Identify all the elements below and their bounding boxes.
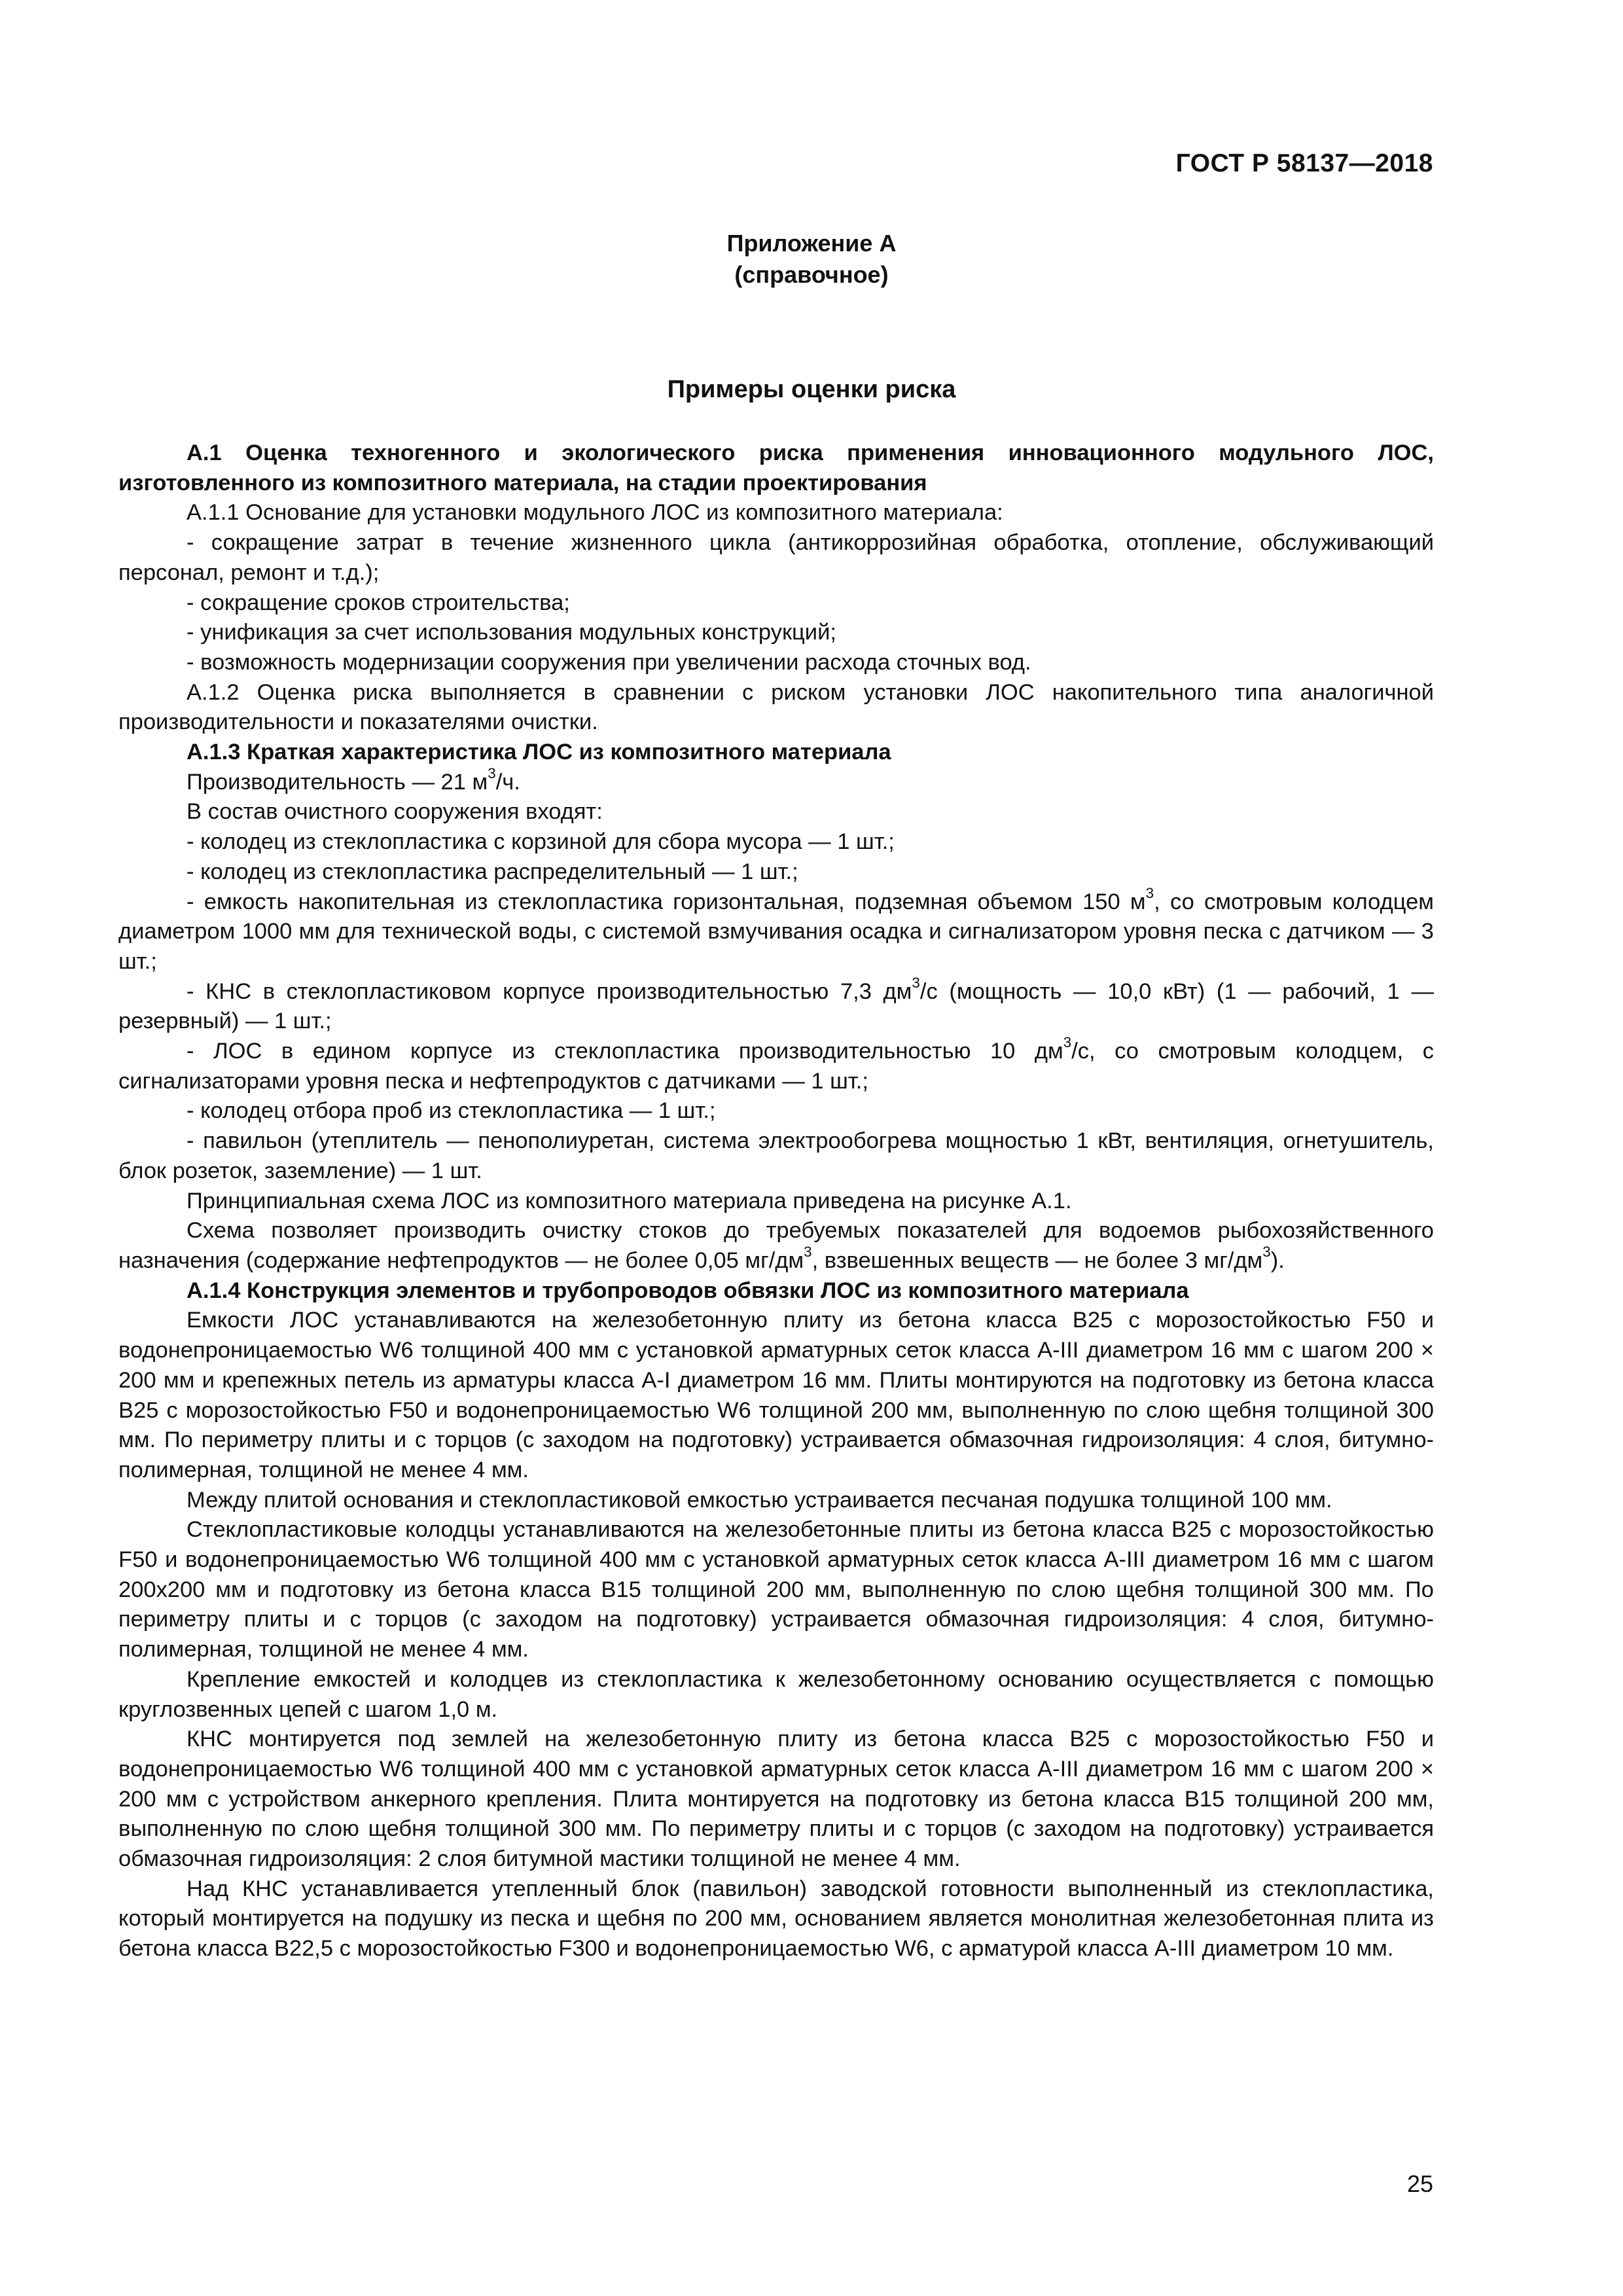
- list-item: - емкость накопительная из стеклопластика горизонтальная, подземная объемом 150 $м^3$, со смотровым колодцем диаметром 1000 мм для технической воды, с системой взмучивания осадка и сигнализатором уровня песка с датчиком — 3 шт.;: [118, 884, 1435, 974]
- clause-a1-2: А.1.2 Оценка риска выполняется в сравнении с риском установки ЛОС накопительного типа аналогичной производительности и показателями очистки.: [118, 679, 1434, 735]
- clause-a1-3-heading: А.1.3 Краткая характеристика ЛОС из композитного материала: [187, 740, 891, 765]
- list-item: - сокращение затрат в течение жизненного цикла (антикоррозийная обработка, отопление, обслуживающий персонал, ремонт и т.д.);: [118, 530, 1434, 585]
- paragraph: Над КНС устанавливается утепленный блок (павильон) заводской готовности выполненный из стеклопластика, который монтируется на подушку из песка и щебня по 200 мм, основанием является монолитная железобетонная плита из бетона класса В22,5 с морозостойкостью F300 и водонепроницаемостью W6, с арматурой класса А-III диаметром 10 мм.: [118, 1876, 1434, 1962]
- page-number: 25: [1406, 2170, 1433, 2197]
- list-item: - унификация за счет использования модульных конструкций;: [187, 620, 836, 645]
- clause-a1-heading: А.1 Оценка техногенного и экологического риска применения инновационного модульного ЛОС, изготовленного из композитного материала, на стадии проектирования: [118, 440, 1434, 495]
- list-item: - колодец из стеклопластика с корзиной для сбора мусора — 1 шт.;: [187, 829, 895, 855]
- list-item: - ЛОС в едином корпусе из стеклопластика производительностью 10 $дм^3/с$, со смотровым колодцем, с сигнализаторами уровня песка и нефтепродуктов с датчиками — 1 шт.;: [118, 1034, 1434, 1094]
- standard-designation: ГОСТ Р 58137—2018: [1175, 149, 1433, 177]
- list-item: - павильон (утеплитель — пенополиуретан, система электрообогрева мощностью 1 кВт, вентиляция, огнетушитель, блок розеток, заземление) — 1 шт.: [118, 1128, 1434, 1183]
- clause-a1-1: А.1.1 Основание для установки модульного ЛОС из композитного материала:: [187, 500, 1003, 526]
- paragraph: Крепление емкостей и колодцев из стеклопластика к железобетонному основанию осуществляется с помощью круглозвенных цепей с шагом 1,0 м.: [118, 1666, 1434, 1722]
- appendix-heading: [0, 228, 1623, 291]
- paragraph: Стеклопластиковые колодцы устанавливаются на железобетонные плиты из бетона класса В25 с морозостойкостью F50 и водонепроницаемостью W6 толщиной 400 мм с установкой арматурных сеток класса А-III диаметром 16 мм с шагом 200х200 мм и подготовку из бетона класса В15 толщиной 200 мм, выполненную по слою щебня толщиной 300 мм. По периметру плиты и с торцов (с заходом на подготовку) устраивается обмазочная гидроизоляция: 4 слоя, битумно-полимерная, толщиной не менее 4 мм.: [118, 1517, 1434, 1662]
- paragraph: Схема позволяет производить очистку стоков до требуемых показателей для водоемов рыбохозяйственного назначения (содержание нефтепродуктов — не более 0,05 $мг/дм^3$, взвешенных веществ — не более 3 $мг/дм^3$).: [118, 1218, 1434, 1273]
- list-item: - колодец из стеклопластика распределительный — 1 шт.;: [187, 859, 798, 884]
- paragraph: Принципиальная схема ЛОС из композитного материала приведена на рисунке А.1.: [187, 1188, 1072, 1213]
- paragraph: КНС монтируется под землей на железобетонную плиту из бетона класса В25 с морозостойкостью F50 и водонепроницаемостью W6 толщиной 400 мм с установкой арматурных сеток класса А-III диаметром 16 мм с шагом 200 × 200 мм с устройством анкерного крепления. Плита монтируется на подготовку из бетона класса В15 толщиной 200 мм, выполненную по слою щебня толщиной 300 мм. По периметру плиты и с торцов (с заходом на подготовку) устраивается обмазочная гидроизоляция: 2 слоя битумной мастики толщиной не менее 4 мм.: [118, 1727, 1434, 1872]
- list-item: - КНС в стеклопластиковом корпусе производительностью 7,3 $дм^3/с$ (мощность — 10,0 кВт) (1 — рабочий, 1 — резервный) — 1 шт.;: [118, 974, 1434, 1034]
- appendix-type: (справочное): [734, 261, 889, 288]
- list-item: - сокращение сроков строительства;: [187, 590, 570, 615]
- list-item: - возможность модернизации сооружения при увеличении расхода сточных вод.: [187, 649, 1031, 675]
- document-body: [118, 439, 1434, 1964]
- paragraph: Между плитой основания и стеклопластиковой емкостью устраивается песчаная подушка толщиной 100 мм.: [187, 1487, 1332, 1513]
- paragraph: Емкости ЛОС устанавливаются на железобетонную плиту из бетона класса В25 с морозостойкостью F50 и водонепроницаемостью W6 толщиной 400 мм с установкой арматурных сеток класса А-III диаметром 16 мм с шагом 200 × 200 мм и крепежных петель из арматуры класса А-I диаметром 16 мм. Плиты монтируются на подготовку из бетона класса В25 с морозостойкостью F50 и водонепроницаемостью W6 толщиной 200 мм, выполненную по слою щебня толщиной 300 мм. По периметру плиты и с торцов (с заходом на подготовку) устраивается обмазочная гидроизоляция: 4 слоя, битумно-полимерная, толщиной не менее 4 мм.: [118, 1308, 1434, 1482]
- section-title: Примеры оценки риска: [667, 376, 956, 403]
- clause-a1-4-heading: А.1.4 Конструкция элементов и трубопроводов обвязки ЛОС из композитного материала: [187, 1278, 1189, 1303]
- paragraph: Производительность — 21 $м^3/ч$.: [187, 764, 520, 795]
- appendix-title: Приложение А: [726, 230, 897, 257]
- list-item: - колодец отбора проб из стеклопластика — 1 шт.;: [187, 1098, 716, 1124]
- paragraph: В состав очистного сооружения входят:: [187, 799, 603, 825]
